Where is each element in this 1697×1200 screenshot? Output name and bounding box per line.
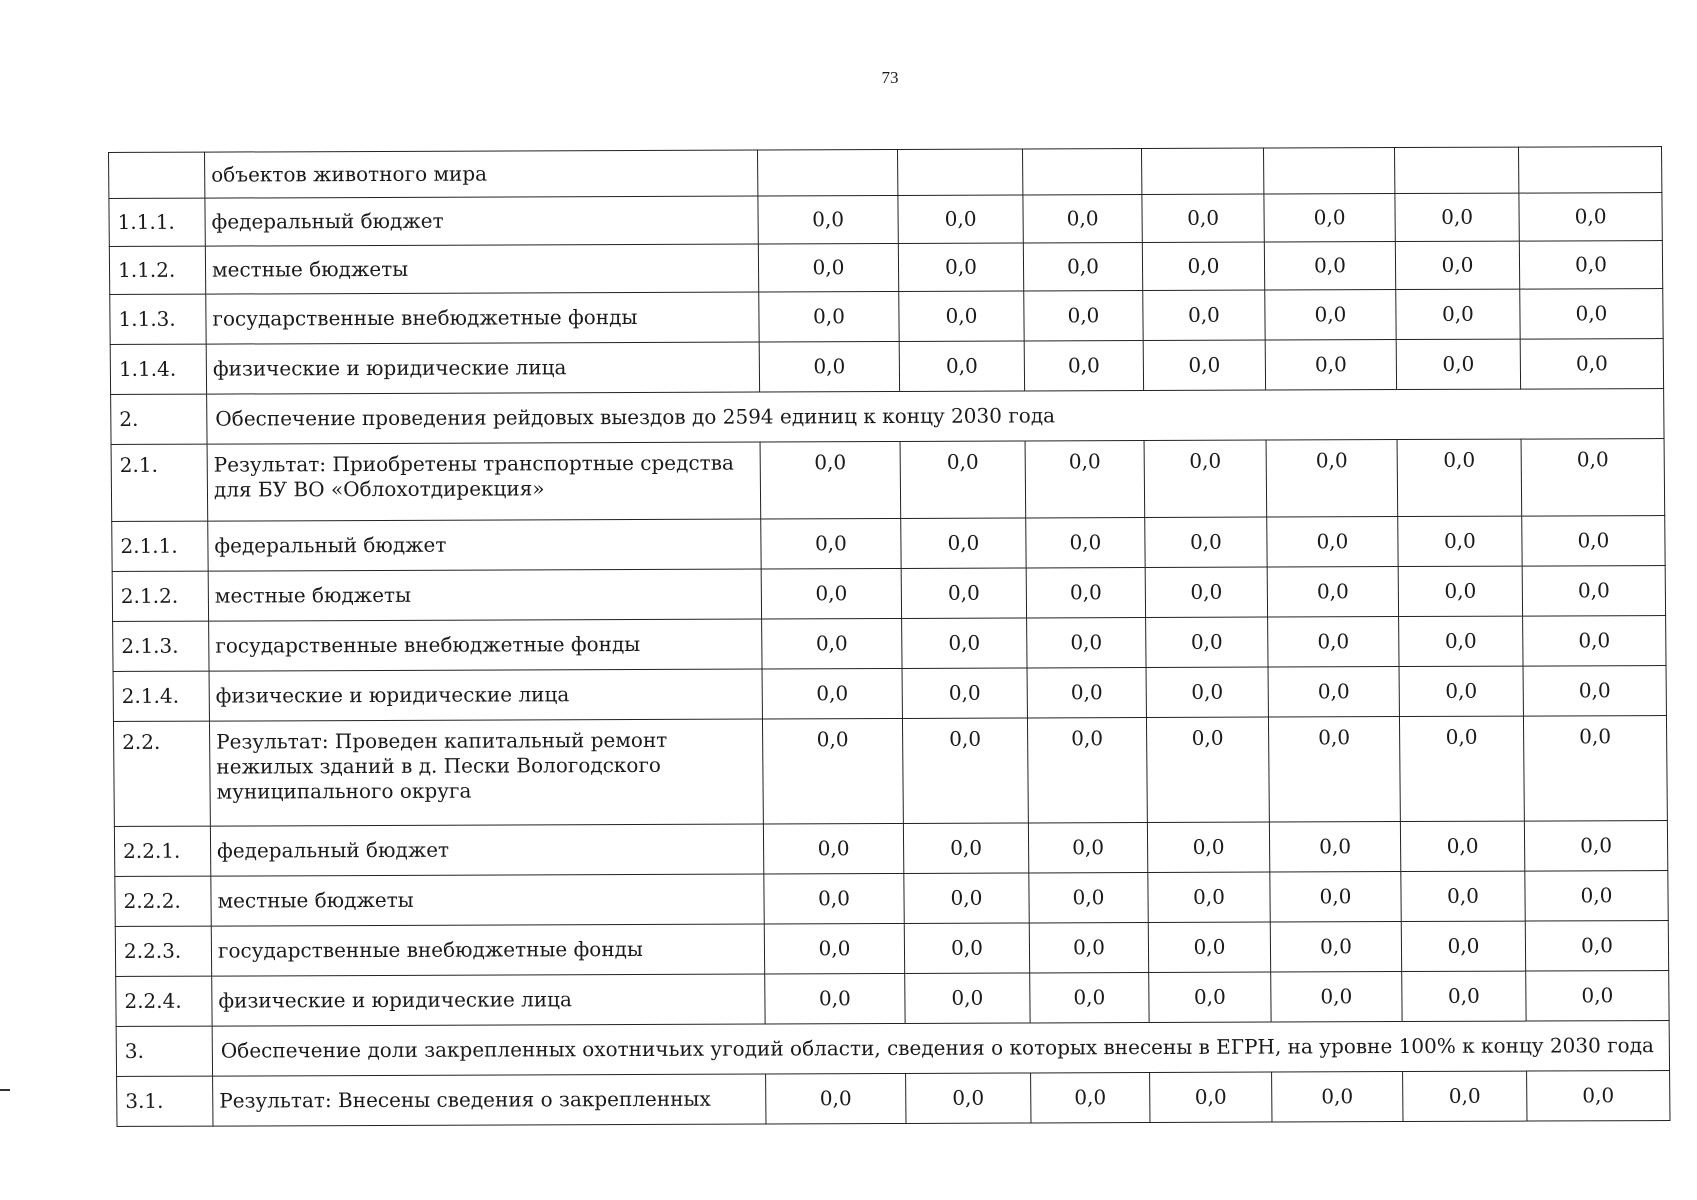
value-cell-1: 0,0 <box>760 441 901 519</box>
value-cell-1: 0,0 <box>762 668 902 719</box>
table-row <box>111 439 1665 522</box>
row-number: 2.1.4. <box>113 671 209 721</box>
value-cell-1: 0,0 <box>764 923 904 974</box>
value-cell-5: 0,0 <box>1264 242 1395 291</box>
value-cell-5: 0,0 <box>1266 440 1398 518</box>
value-cell-3: 0,0 <box>1029 923 1148 973</box>
row-description: Результат: Внесены сведения о закрепленных <box>213 1074 766 1126</box>
section-row <box>111 389 1664 445</box>
value-cell-3: 0,0 <box>1023 243 1142 291</box>
value-cell-3: 0,0 <box>1023 195 1142 243</box>
row-description: Результат: Проведен капитальный ремонт нежилых зданий в д. Пески Вологодского муниципального округа <box>209 719 763 826</box>
table-row <box>112 566 1665 622</box>
value-cell-1: 0,0 <box>758 195 898 244</box>
value-cell-6: 0,0 <box>1401 871 1525 921</box>
value-cell-4: 0,0 <box>1144 440 1267 517</box>
value-cell-2 <box>897 149 1022 195</box>
value-cell-3: 0,0 <box>1027 668 1146 718</box>
value-cell-7 <box>1518 147 1661 194</box>
row-number: 2.2. <box>113 721 210 826</box>
table-row <box>109 147 1662 199</box>
row-description: Результат: Приобретены транспортные средства для БУ ВО «Облохотдирекция» <box>207 442 761 521</box>
value-cell-2: 0,0 <box>899 341 1024 391</box>
value-cell-6: 0,0 <box>1399 716 1524 821</box>
row-description: федеральный бюджет <box>210 824 763 876</box>
value-cell-6: 0,0 <box>1402 971 1526 1021</box>
value-cell-5: 0,0 <box>1268 717 1400 823</box>
value-cell-7: 0,0 <box>1520 339 1663 390</box>
funding-table <box>108 146 1670 1127</box>
row-description: физические и юридические лица <box>209 669 762 721</box>
table-row <box>113 616 1666 672</box>
page-number: 73 <box>881 68 899 87</box>
value-cell-6: 0,0 <box>1396 339 1520 389</box>
table-row <box>109 193 1662 247</box>
value-cell-1: 0,0 <box>759 291 899 342</box>
value-cell-6: 0,0 <box>1397 439 1522 516</box>
value-cell-4: 0,0 <box>1142 194 1264 242</box>
value-cell-7: 0,0 <box>1523 716 1667 822</box>
value-cell-3: 0,0 <box>1027 618 1146 668</box>
table-row <box>117 1071 1670 1127</box>
value-cell-7: 0,0 <box>1524 821 1667 872</box>
row-number: 2.1.3. <box>113 621 209 671</box>
value-cell-4: 0,0 <box>1146 667 1268 717</box>
funding-table-body <box>109 147 1670 1127</box>
value-cell-1: 0,0 <box>766 1073 906 1124</box>
value-cell-3: 0,0 <box>1027 718 1147 823</box>
value-cell-7: 0,0 <box>1526 971 1669 1022</box>
row-number: 1.1.3. <box>110 294 206 344</box>
value-cell-4: 0,0 <box>1146 717 1269 822</box>
row-number: 1.1.4. <box>110 344 206 394</box>
value-cell-6: 0,0 <box>1403 1071 1527 1121</box>
row-number: 2. <box>111 394 207 444</box>
value-cell-2: 0,0 <box>902 618 1027 668</box>
value-cell-6: 0,0 <box>1400 821 1524 871</box>
value-cell-4: 0,0 <box>1150 1072 1272 1122</box>
value-cell-5: 0,0 <box>1271 972 1402 1023</box>
value-cell-6: 0,0 <box>1398 516 1522 566</box>
row-number: 3.1. <box>117 1076 213 1126</box>
value-cell-2: 0,0 <box>902 718 1028 823</box>
value-cell-6: 0,0 <box>1401 921 1525 971</box>
value-cell-7: 0,0 <box>1519 241 1662 290</box>
value-cell-2: 0,0 <box>904 873 1029 923</box>
value-cell-4: 0,0 <box>1142 242 1264 290</box>
value-cell-7: 0,0 <box>1522 566 1665 617</box>
value-cell-2: 0,0 <box>901 518 1026 568</box>
value-cell-6: 0,0 <box>1396 289 1520 339</box>
row-number: 2.2.3. <box>115 926 211 976</box>
value-cell-5: 0,0 <box>1267 567 1398 618</box>
value-cell-5: 0,0 <box>1267 517 1398 568</box>
row-number: 2.2.2. <box>115 876 211 926</box>
value-cell-1: 0,0 <box>762 618 902 669</box>
value-cell-2: 0,0 <box>900 441 1026 518</box>
row-number: 2.2.1. <box>114 826 210 876</box>
value-cell-5: 0,0 <box>1264 194 1395 243</box>
value-cell-5: 0,0 <box>1270 872 1401 923</box>
value-cell-5: 0,0 <box>1268 617 1399 668</box>
table-row <box>113 666 1666 722</box>
value-cell-7: 0,0 <box>1523 666 1666 717</box>
row-number: 2.1.1. <box>112 521 208 571</box>
value-cell-5: 0,0 <box>1268 667 1399 718</box>
table-row <box>110 339 1663 395</box>
value-cell-3: 0,0 <box>1024 341 1143 391</box>
row-number <box>109 152 205 198</box>
row-number: 3. <box>116 1026 212 1076</box>
value-cell-2: 0,0 <box>899 291 1024 341</box>
value-cell-4: 0,0 <box>1147 822 1269 872</box>
value-cell-4: 0,0 <box>1149 972 1271 1022</box>
scan-mark <box>0 1089 10 1091</box>
value-cell-5 <box>1263 148 1394 195</box>
value-cell-3: 0,0 <box>1024 291 1143 341</box>
row-number: 2.1.2. <box>112 571 208 621</box>
value-cell-5: 0,0 <box>1270 922 1401 973</box>
value-cell-4: 0,0 <box>1143 340 1265 390</box>
value-cell-2: 0,0 <box>905 973 1030 1023</box>
value-cell-4: 0,0 <box>1146 617 1268 667</box>
value-cell-6 <box>1394 147 1518 193</box>
value-cell-3: 0,0 <box>1030 973 1149 1023</box>
value-cell-6: 0,0 <box>1395 241 1519 289</box>
row-number: 1.1.1. <box>109 198 205 246</box>
value-cell-3: 0,0 <box>1028 823 1147 873</box>
value-cell-3: 0,0 <box>1025 441 1145 518</box>
row-description: государственные внебюджетные фонды <box>211 924 764 976</box>
value-cell-2: 0,0 <box>898 195 1023 243</box>
value-cell-1 <box>757 149 897 196</box>
value-cell-7: 0,0 <box>1527 1071 1670 1122</box>
table-row <box>116 971 1669 1027</box>
table-row <box>115 921 1668 977</box>
value-cell-1: 0,0 <box>763 823 903 874</box>
row-description: местные бюджеты <box>205 244 758 294</box>
value-cell-1: 0,0 <box>761 568 901 619</box>
row-description: федеральный бюджет <box>205 196 758 246</box>
value-cell-4: 0,0 <box>1143 290 1265 340</box>
value-cell-7: 0,0 <box>1519 193 1662 242</box>
value-cell-1: 0,0 <box>759 341 899 392</box>
funding-table-container <box>108 146 1669 1127</box>
value-cell-7: 0,0 <box>1522 516 1665 567</box>
value-cell-3: 0,0 <box>1031 1073 1150 1123</box>
value-cell-2: 0,0 <box>901 568 1026 618</box>
value-cell-2: 0,0 <box>904 923 1029 973</box>
value-cell-4: 0,0 <box>1145 517 1267 567</box>
value-cell-3: 0,0 <box>1026 518 1145 568</box>
value-cell-7: 0,0 <box>1521 439 1665 517</box>
value-cell-3 <box>1022 149 1141 195</box>
value-cell-6: 0,0 <box>1395 193 1519 241</box>
value-cell-7: 0,0 <box>1520 289 1663 340</box>
row-number: 1.1.2. <box>109 246 205 294</box>
value-cell-6: 0,0 <box>1399 666 1523 716</box>
row-description: физические и юридические лица <box>212 974 765 1026</box>
value-cell-2: 0,0 <box>903 823 1028 873</box>
value-cell-6: 0,0 <box>1398 566 1522 616</box>
value-cell-5: 0,0 <box>1265 290 1396 341</box>
value-cell-5: 0,0 <box>1265 340 1396 391</box>
value-cell-2: 0,0 <box>902 668 1027 718</box>
value-cell-4: 0,0 <box>1148 872 1270 922</box>
value-cell-7: 0,0 <box>1523 616 1666 667</box>
value-cell-7: 0,0 <box>1525 871 1668 922</box>
table-row <box>112 516 1665 572</box>
value-cell-4: 0,0 <box>1145 567 1267 617</box>
value-cell-7: 0,0 <box>1525 921 1668 972</box>
section-row <box>116 1021 1669 1077</box>
table-row <box>110 289 1663 345</box>
section-title: Обеспечение проведения рейдовых выездов до 2594 единиц к концу 2030 года <box>207 389 1664 445</box>
value-cell-3: 0,0 <box>1029 873 1148 923</box>
row-description: местные бюджеты <box>211 874 764 926</box>
value-cell-1: 0,0 <box>762 718 903 824</box>
row-description: местные бюджеты <box>208 569 761 621</box>
row-description: федеральный бюджет <box>208 519 761 571</box>
row-number: 2.1. <box>111 444 208 521</box>
table-row <box>114 821 1667 877</box>
value-cell-5: 0,0 <box>1272 1072 1403 1123</box>
value-cell-1: 0,0 <box>761 518 901 569</box>
value-cell-4: 0,0 <box>1148 922 1270 972</box>
table-row <box>115 871 1668 927</box>
value-cell-4 <box>1141 148 1263 194</box>
value-cell-2: 0,0 <box>898 243 1023 291</box>
value-cell-3: 0,0 <box>1026 568 1145 618</box>
row-description: физические и юридические лица <box>206 342 759 394</box>
table-row <box>113 716 1667 827</box>
row-description: государственные внебюджетные фонды <box>209 619 762 671</box>
row-description: государственные внебюджетные фонды <box>206 292 759 344</box>
value-cell-1: 0,0 <box>764 873 904 924</box>
value-cell-2: 0,0 <box>906 1073 1031 1123</box>
section-title: Обеспечение доли закрепленных охотничьих угодий области, сведения о которых внесены в ЕГРН, на уровне 100% к концу 2030 года <box>212 1021 1669 1077</box>
value-cell-1: 0,0 <box>765 973 905 1024</box>
row-number: 2.2.4. <box>116 976 212 1026</box>
value-cell-6: 0,0 <box>1399 616 1523 666</box>
table-row <box>109 241 1662 295</box>
value-cell-1: 0,0 <box>758 243 898 292</box>
row-description: объектов животного мира <box>205 150 758 198</box>
value-cell-5: 0,0 <box>1269 822 1400 873</box>
